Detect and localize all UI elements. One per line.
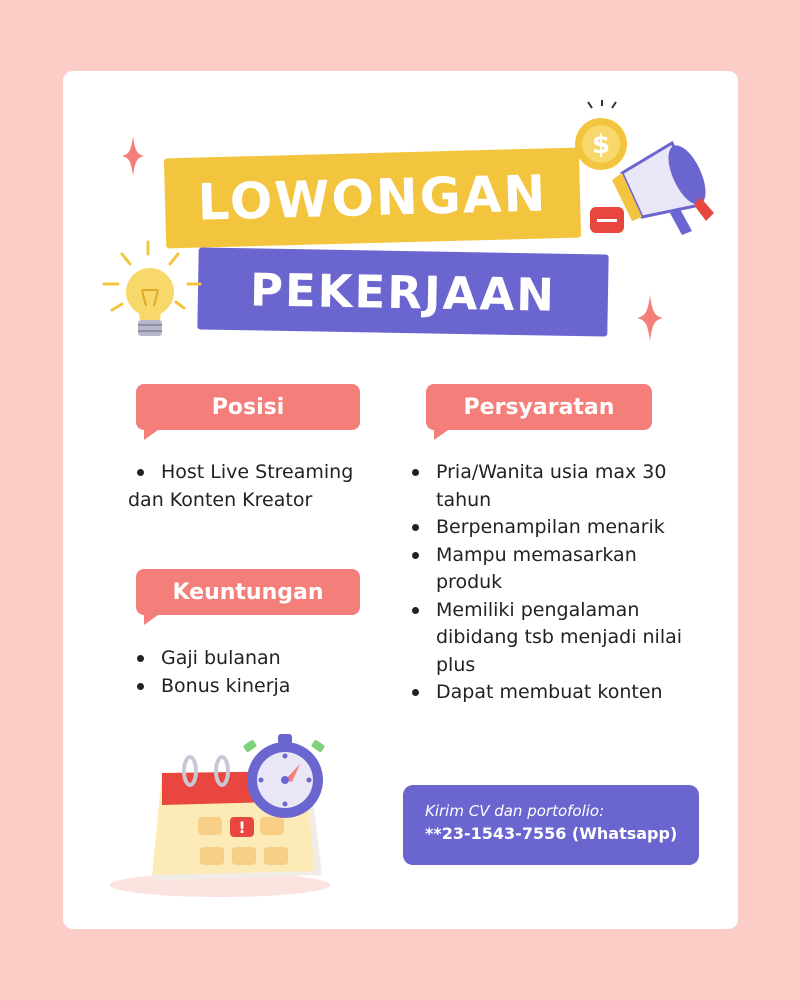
- persyaratan-label: Persyaratan: [463, 394, 615, 420]
- section-label-keuntungan: [136, 569, 360, 615]
- sparkle-icon: [637, 295, 663, 341]
- list-item: Bonus kinerja: [128, 673, 358, 701]
- sparkle-icon: [122, 136, 144, 176]
- stopwatch-icon: [240, 732, 330, 822]
- list-item-continuation: dan Konten Kreator: [128, 488, 313, 511]
- list-item-line: Mampu memasarkan: [436, 543, 637, 566]
- list-item-line: tahun: [436, 488, 492, 511]
- list-item: [403, 597, 703, 680]
- contact-instruction: Kirim CV dan portofolio:: [425, 802, 605, 820]
- list-item: Gaji bulanan: [128, 645, 358, 673]
- contact-box: [403, 785, 699, 865]
- list-item-line: dibidang tsb menjadi nilai: [436, 626, 683, 648]
- list-item-line: Memiliki pengalaman: [436, 598, 640, 621]
- title-line2: PEKERJAAN: [249, 262, 557, 322]
- svg-text:!: !: [238, 818, 246, 837]
- list-item: [403, 679, 703, 707]
- title-banner-line1: [164, 148, 581, 249]
- title-banner-line2: [197, 247, 608, 336]
- section-label-persyaratan: [426, 384, 652, 430]
- posisi-label: Posisi: [211, 394, 285, 420]
- lightbulb-icon: [100, 240, 210, 350]
- list-item: [403, 542, 703, 597]
- list-item: [403, 514, 703, 542]
- contact-phone: **23-1543-7556 (Whatsapp): [425, 824, 678, 843]
- persyaratan-list: [403, 459, 703, 707]
- list-item: Host Live Streaming: [128, 459, 368, 487]
- keuntungan-label: Keuntungan: [172, 579, 324, 605]
- list-item-line: produk: [436, 571, 503, 593]
- section-label-posisi: [136, 384, 360, 430]
- list-item-line: Berpenampilan menarik: [436, 516, 665, 538]
- list-item: [403, 459, 703, 514]
- posisi-list: [128, 459, 368, 514]
- title-line1: LOWONGAN: [196, 164, 549, 232]
- list-item-line: Dapat membuat konten: [436, 681, 663, 703]
- list-item-line: plus: [436, 653, 476, 676]
- svg-text:$: $: [591, 130, 611, 160]
- list-item-line: Pria/Wanita usia max 30: [436, 461, 667, 483]
- megaphone-icon: [582, 135, 722, 250]
- keuntungan-list: [128, 645, 358, 700]
